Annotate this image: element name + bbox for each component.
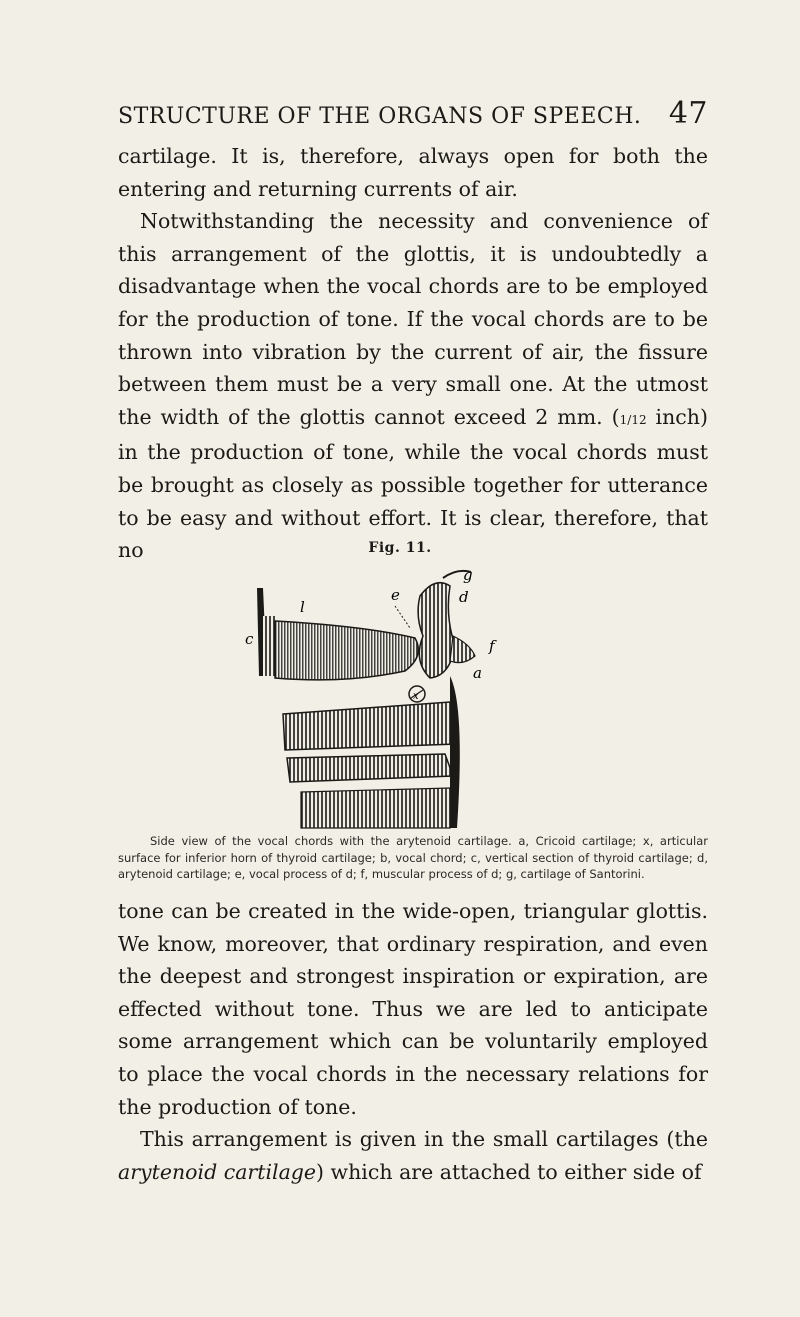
cricoid-cartilage-lower <box>301 788 450 828</box>
paragraph-arytenoid-part-2: ) which are attached to either side of <box>316 1159 702 1184</box>
figure-label: Fig. 11. <box>368 540 432 556</box>
running-header <box>118 96 708 131</box>
muscular-process <box>450 636 475 663</box>
label-f: f <box>489 637 495 655</box>
paragraph-continuation: cartilage. It is, therefore, always open for both the entering and returning currents of air. <box>118 144 708 201</box>
paragraph-glottis-part-1: Notwithstanding the necessity and convenience of this arrangement of the glottis, it is undoubtedly a disadvantage when the vocal chords are to be employed for the production of tone. If the vocal chords are to be thrown into vibration by the current of air, the fissure between them must be a very small one. At the utmost the width of the glottis cannot exceed 2 mm. ( <box>118 209 708 429</box>
label-d: d <box>459 588 469 606</box>
figure-caption: Side view of the vocal chords with the arytenoid cartilage. a, Cricoid cartilage; x, articular surface for inferior horn of thyroid cartilage; b, vocal chord; c, vertical section of thyroid cartilage; d, arytenoid cartilage; e, vocal process of d; f, muscular process of d; g, cartilage of Santorini. <box>118 834 708 881</box>
paragraph-glottis-part-2: inch) in the production of tone, while the vocal chords must be brought as closely as possible together for utterance to be easy and without effort. It is clear, therefore, that no <box>118 404 708 563</box>
label-a: a <box>473 664 482 682</box>
label-g: g <box>463 566 473 584</box>
inch-fraction: 1/12 <box>619 412 647 427</box>
label-x: x <box>413 691 419 702</box>
paragraph-arytenoid-part-1: This arrangement is given in the small cartilages (the <box>140 1127 708 1152</box>
label-c: c <box>245 630 254 648</box>
figure-vocal-chords-illustration <box>245 566 535 834</box>
page-number: 47 <box>668 96 708 131</box>
label-l: l <box>300 598 305 616</box>
paragraph-glottis <box>118 205 708 567</box>
label-e: e <box>391 586 400 604</box>
cricoid-plate <box>450 676 460 828</box>
paragraph-tone: tone can be created in the wide-open, triangular glottis. We know, moreover, that ordinary respiration, and even the deepest and strongest inspiration or expiration, are effected without tone. Thus we are led to anticipate some arrangement which can be voluntarily employed to place the vocal chords in the necessary relations for the production of tone. <box>118 899 708 1119</box>
vocal-process-pointer <box>395 606 410 628</box>
cricoid-cartilage-middle <box>287 754 453 782</box>
cricoid-cartilage-upper <box>283 702 457 750</box>
arytenoid-cartilage <box>418 583 455 678</box>
text-block-bottom <box>118 895 708 1188</box>
vocal-chord <box>275 621 418 680</box>
text-block-top <box>118 140 708 567</box>
arytenoid-term: arytenoid cartilage <box>118 1159 317 1184</box>
paragraph-arytenoid <box>118 1123 708 1188</box>
header-title: STRUCTURE OF THE ORGANS OF SPEECH. <box>118 104 642 129</box>
